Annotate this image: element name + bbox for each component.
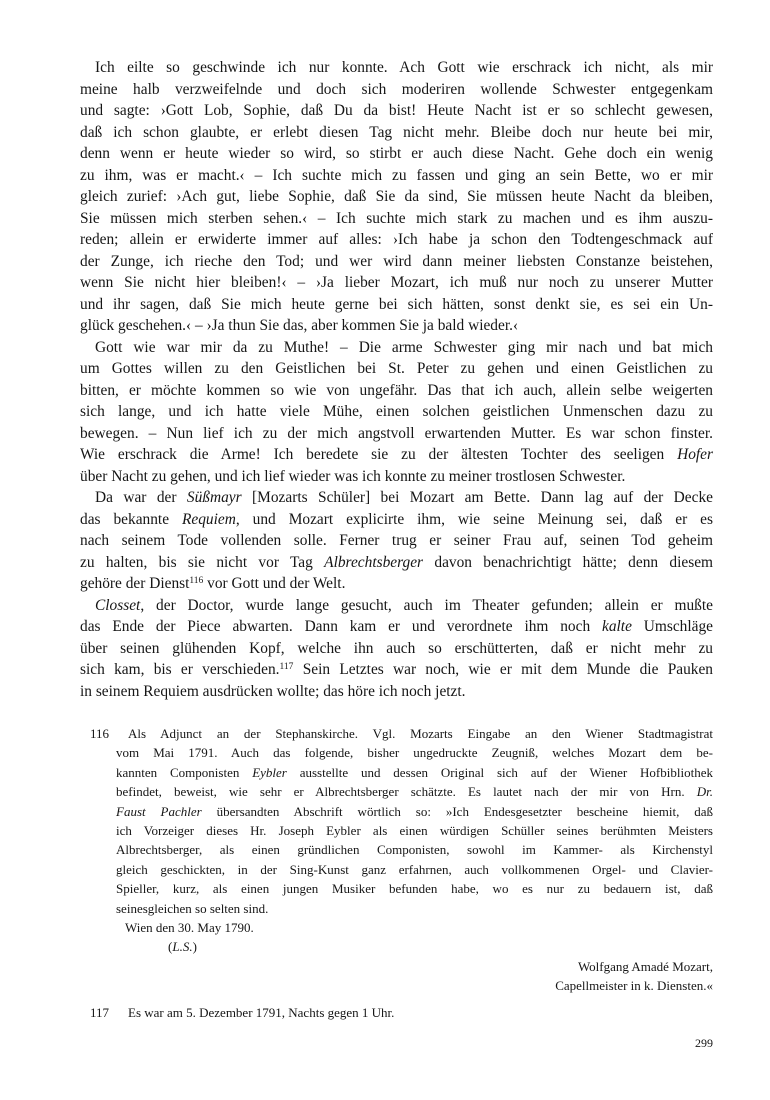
footnote-number: 116 [90,726,110,741]
text-line: und sagte: ›Gott Lob, Sophie, daß Du da bist! Heute Nacht ist er so schlecht gewesen, [80,102,713,119]
footnote-line: Wien den 30. May 1790. [125,920,254,936]
text-line: und ihr sagen, daß Sie mich heute gerne bei sich hätten, sonst denkt sie, es sei ein Un- [80,295,713,313]
paragraph [80,595,713,703]
footnote-line: Als Adjunct an der Stephanskirche. Vgl. Mozarts Eingabe an den Wiener Stadtmagistrat [128,726,713,741]
text-line: gleich zurief: ›Ach gut, liebe Sophie, daß Sie da sind, Sie müssen heute Nacht da bleiben, [80,188,713,205]
text-line: bewegen. – Nun lief ich zu der mich angstvoll erwartenden Mutter. Es war schon finster. [80,424,713,442]
text-line: sich kam, bis er verschieden.$^{117}$ Sein Letztes war noch, wie er mit dem Munde die Pauken [80,661,714,678]
footnote-line: vom Mai 1791. Auch das folgende, bisher ungedruckte Zeugniß, welches Mozart dem be- [116,745,713,761]
footnote-number: 117 [90,1004,110,1020]
footnote-line: befindet, beweist, wie sehr er Albrechtsberger schätzte. Es lautet nach der mir von Hrn. Dr. [116,784,713,800]
text-line: reden; allein er erwiderte immer auf alles: ›Ich habe ja schon den Todtengeschmack auf [80,231,713,248]
footnote [80,724,713,996]
paragraph [80,337,713,488]
footnote-line: Capellmeister in k. Diensten.« [555,978,713,994]
page-number: 299 [695,1036,713,1050]
text-line: denn wenn er heute wieder so wird, so stirbt er auch diese Nacht. Gehe doch ein wenig [80,145,713,162]
footnote-line: seinesgleichen so selten sind. [116,900,269,916]
text-line: wenn Sie nicht hier bleiben!‹ – ›Ja lieber Mozart, ich muß nur noch zu unserer Mutter [80,274,713,291]
footnotes-section [80,724,713,1022]
footnote-line: ich Vorzeiger dieses Hr. Joseph Eybler als einen würdigen Schüller seines berühmten Meisters [116,823,713,839]
text-line: daß ich schon glaubte, er erlebt diesen Tag nicht mehr. Bleibe doch nur heute bei mir, [80,123,713,141]
text-line: der Zunge, ich rieche den Tod; und wer wird dann meiner liebsten Constanze beistehen, [80,252,713,270]
text-line: glück geschehen.‹ – ›Ja thun Sie das, aber kommen Sie ja bald wieder.‹ [80,317,519,334]
footnote-body [116,1003,713,1022]
footnote [80,1003,713,1022]
text-line: das Ende der Piece abwarten. Dann kam er und verordnete ihm noch kalte Umschläge [80,618,713,635]
text-line: über seinen glühenden Kopf, welche ihn auch so erschütterten, daß er nicht mehr zu [80,639,713,657]
text-line: meine halb verzweifelnde und doch sich moderiren wollende Schwester entgegenkam [80,80,713,98]
paragraph [80,487,713,595]
text-line: Sie müssen mich sterben sehen.‹ – Ich suchte mich stark zu machen und es ihm auszu- [80,209,713,227]
footnote-line: Faust Pachler übersandten Abschrift wörtlich so: »Ich Endesgesetzter bescheine hiemit, daß [116,803,713,819]
text-line: über Nacht zu gehen, und ich lief wieder was ich konnte zu meiner trostlosen Schwester. [80,467,626,485]
text-line: in seinem Requiem ausdrücken wollte; das höre ich noch jetzt. [80,682,466,700]
text-line: Ich eilte so geschwinde ich nur konnte. Ach Gott wie erschrack ich nicht, als mir [95,59,713,76]
paragraph [80,57,713,337]
footnote-line: gleich geschickten, in der Sing-Kunst ganz erfahrnen, auch vollkommenen Orgel- und Clavier- [116,861,713,877]
text-line: gehöre der Dienst$^{116}$ vor Gott und der Welt. [80,575,346,592]
footnote-line: Wolfgang Amadé Mozart, [577,958,713,974]
text-line: zu ihm, was er macht.‹ – Ich suchte mich zu fassen und ging an sein Bette, wo er mir [80,166,713,184]
footnote-line: kannten Componisten Eybler ausstellte und dessen Original sich auf der Wiener Hofbibliothek [116,764,713,780]
footnote-line: Spieller, kurz, als einen jungen Musiker befunden habe, wo es nur zu bedauern ist, daß [116,881,713,897]
text-line: sich lange, und ich hatte viele Mühe, einen solchen geistlichen Unmenschen dazu zu [80,403,713,420]
text-line: das bekannte Requiem, und Mozart explicirte ihm, wie seine Meinung sei, daß er es [80,510,713,528]
footnote-body [116,724,713,996]
text-line: Wie erschrack die Arme! Ich beredete sie zu der ältesten Tochter des seeligen Hofer [80,446,713,463]
text-line: bitten, er möchte kommen so wie von ungefähr. Das that ich auch, allein selbe weigerten [80,381,713,399]
main-text [80,57,713,702]
footnote-line: Es war am 5. Dezember 1791, Nachts gegen 1 Uhr. [128,1004,395,1020]
footnote-line: Albrechtsberger, als einen gründlichen Componisten, sowohl im Kammer- als Kirchenstyl [116,842,713,858]
text-line: nach seinem Tode vollenden solle. Ferner trug er seiner Frau auf, seinen Tod geheim [80,532,713,549]
text-line: zu halten, bis sie nicht vor Tag Albrechtsberger davon benachrichtigt hätte; denn diesem [80,553,714,571]
text-line: Gott wie war mir da zu Muthe! – Die arme Schwester ging mir nach und bat mich [95,338,713,356]
footnote-line: (L.S.) [168,939,197,955]
text-line: Da war der Süßmayr [Mozarts Schüler] bei Mozart am Bette. Dann lag auf der Decke [95,489,713,506]
text-line: Closset, der Doctor, wurde lange gesucht, auch im Theater gefunden; allein er mußte [95,596,713,614]
text-line: um Gottes willen zu den Geistlichen bei St. Peter zu gehen und einen Geistlichen zu [80,360,713,377]
